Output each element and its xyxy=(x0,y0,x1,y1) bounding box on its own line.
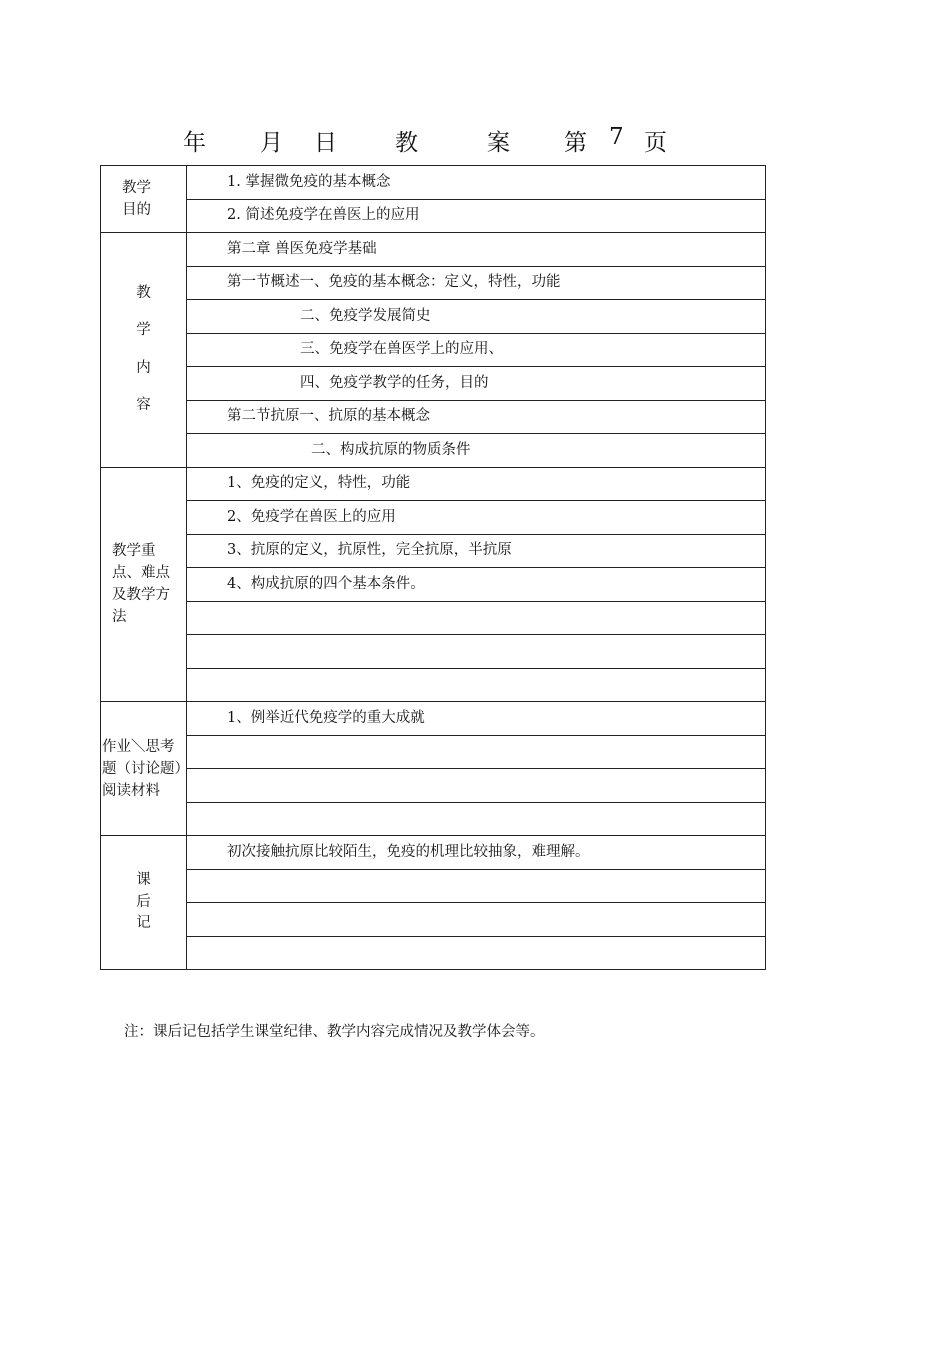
table-row xyxy=(101,802,766,836)
key-points-row xyxy=(187,668,766,702)
header-page-number: 7 xyxy=(609,124,624,150)
objectives-label: 教学目的 xyxy=(122,180,151,218)
homework-label: 作业＼思考题（讨论题）阅读材料 xyxy=(102,738,182,799)
header-an: 案 xyxy=(487,130,510,156)
content-label-char: 容 xyxy=(136,397,151,414)
objectives-row: 2. 简述免疫学在兽医上的应用 xyxy=(187,199,766,233)
reflection-label-cell xyxy=(101,836,187,970)
table-row xyxy=(101,936,766,970)
header-day: 日 xyxy=(314,130,337,156)
objectives-row: 1. 掌握微免疫的基本概念 xyxy=(187,166,766,200)
key-points-row: 2、免疫学在兽医上的应用 xyxy=(187,501,766,535)
homework-label-cell xyxy=(101,702,187,836)
content-label-char: 内 xyxy=(136,359,151,376)
reflection-row xyxy=(187,869,766,903)
content-label-char: 学 xyxy=(136,322,151,339)
content-label-char: 教 xyxy=(136,284,151,301)
table-row xyxy=(101,367,766,401)
table-row xyxy=(101,166,766,200)
table-row xyxy=(101,702,766,736)
table-row xyxy=(101,568,766,602)
content-row: 二、免疫学发展简史 xyxy=(187,300,766,334)
table-row xyxy=(101,735,766,769)
footnote: 注：课后记包括学生课堂纪律、教学内容完成情况及教学体会等。 xyxy=(124,1024,545,1040)
table-row xyxy=(101,400,766,434)
reflection-label-char: 后 xyxy=(136,893,151,910)
reflection-row xyxy=(187,936,766,970)
key-points-row: 3、抗原的定义，抗原性，完全抗原，半抗原 xyxy=(187,534,766,568)
homework-row xyxy=(187,802,766,836)
header-di: 第 xyxy=(564,130,587,156)
reflection-row xyxy=(187,903,766,937)
table-row xyxy=(101,199,766,233)
key-points-row: 1、免疫的定义，特性，功能 xyxy=(187,467,766,501)
table-row xyxy=(101,903,766,937)
table-row xyxy=(101,300,766,334)
table-row xyxy=(101,601,766,635)
table-row xyxy=(101,467,766,501)
key-points-row: 4、构成抗原的四个基本条件。 xyxy=(187,568,766,602)
content-row: 三、免疫学在兽医学上的应用、 xyxy=(187,333,766,367)
homework-row: 1、例举近代免疫学的重大成就 xyxy=(187,702,766,736)
key-points-label-cell xyxy=(101,467,187,702)
table-row xyxy=(101,233,766,267)
table-row xyxy=(101,534,766,568)
header-ye: 页 xyxy=(644,130,667,156)
key-points-row xyxy=(187,601,766,635)
reflection-label-char: 课 xyxy=(136,872,151,889)
content-row: 四、免疫学教学的任务，目的 xyxy=(187,367,766,401)
content-row: 第一节概述一、免疫的基本概念：定义，特性，功能 xyxy=(187,266,766,300)
homework-row xyxy=(187,769,766,803)
header-year: 年 xyxy=(183,130,206,156)
table-row xyxy=(101,501,766,535)
table-row xyxy=(101,434,766,468)
content-label-cell xyxy=(101,233,187,468)
homework-row xyxy=(187,735,766,769)
content-row: 二、构成抗原的物质条件 xyxy=(187,434,766,468)
objectives-label-cell xyxy=(101,166,187,233)
table-row xyxy=(101,333,766,367)
reflection-row: 初次接触抗原比较陌生，免疫的机理比较抽象，难理解。 xyxy=(187,836,766,870)
reflection-label-char: 记 xyxy=(136,915,151,932)
key-points-label: 教学重点、难点及教学方法 xyxy=(112,543,170,626)
header-jiao: 教 xyxy=(395,130,418,156)
table-row xyxy=(101,769,766,803)
content-row: 第二章 兽医免疫学基础 xyxy=(187,233,766,267)
table-row xyxy=(101,635,766,669)
table-row xyxy=(101,668,766,702)
content-row: 第二节抗原一、抗原的基本概念 xyxy=(187,400,766,434)
lesson-plan-table xyxy=(100,165,766,970)
key-points-row xyxy=(187,635,766,669)
table-row xyxy=(101,836,766,870)
table-row xyxy=(101,869,766,903)
page-header xyxy=(100,124,766,158)
header-month: 月 xyxy=(260,130,283,156)
table-row xyxy=(101,266,766,300)
